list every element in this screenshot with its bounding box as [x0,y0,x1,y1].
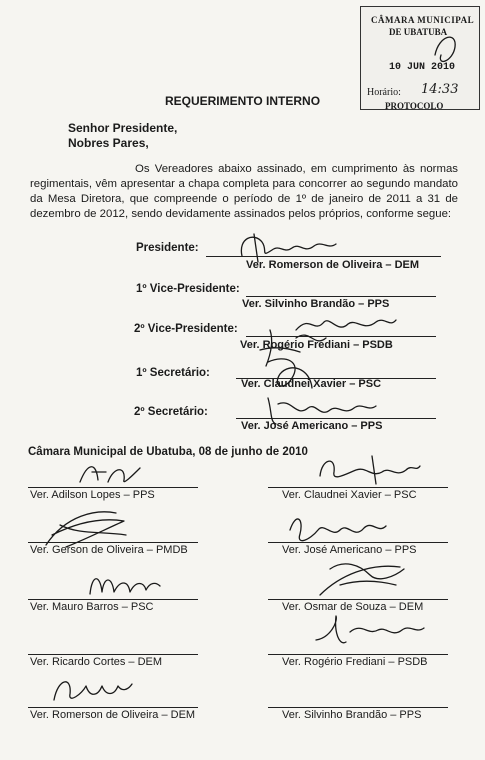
signatory-name: Ver. Mauro Barros – PSC [30,601,154,613]
handwritten-signature [232,228,342,268]
stamp-protocol: PROTOCOLO [385,101,444,111]
signatory-name: Ver. Romerson de Oliveira – DEM [30,709,196,721]
handwritten-signature [74,458,144,488]
slate-name-first-vice-president: Ver. Silvinho Brandão – PPS [242,298,390,310]
handwritten-signature [46,670,136,710]
role-first-vice-president: 1º Vice-Presidente: [136,283,240,295]
handwritten-signature [300,555,410,601]
place-and-date: Câmara Municipal de Ubatuba, 08 de junho de 2010 [28,446,308,458]
signatory-name: Ver. José Americano – PPS [282,544,417,556]
signature-line [268,654,448,655]
body-paragraph: Os Vereadores abaixo assinado, em cumprimento às normas regimentais, vêm apresentar a chapa completa para concorrer ao segundo mandato da Mesa Diretora, que compreende o período de 1º de janeiro de 2011 a 31 de dezembro de 2012, sendo devidamente assinados pelos próprios, conforme segue: [30,163,458,220]
greeting-president: Senhor Presidente, [68,121,178,135]
signatory-name: Ver. Osmar de Souza – DEM [282,601,424,613]
role-second-vice-president: 2º Vice-Presidente: [134,323,238,335]
slate-name-second-vice-president: Ver. Rogério Frediani – PSDB [240,339,393,351]
signatory-name: Ver. Silvinho Brandão – PPS [282,709,422,721]
stamp-hora-value: 14:33 [421,82,459,97]
signatory-name: Ver. Rogério Frediani – PSDB [282,656,428,668]
signatory-name: Ver. Adilson Lopes – PPS [30,489,155,501]
stamp-line1: CÂMARA MUNICIPAL [371,15,475,25]
signatory-name: Ver. Gerson de Oliveira – PMDB [30,544,188,556]
slate-name-second-secretary: Ver. José Americano – PPS [241,420,383,432]
stamp-line2: DE UBATUBA [389,27,448,37]
handwritten-signature [262,392,382,428]
slate-name-president: Ver. Romerson de Oliveira – DEM [246,259,420,271]
handwritten-signature [290,310,400,340]
slate-name-first-secretary: Ver. Claudnei Xavier – PSC [241,378,382,390]
signature-line [246,296,436,297]
handwritten-signature [36,505,136,555]
handwritten-signature [282,510,392,550]
stamp-date: 10 JUN 2010 [389,62,456,73]
stamp-scribble [425,25,465,75]
signature-line [268,707,448,708]
role-president: Presidente: [136,242,199,254]
signatory-name: Ver. Ricardo Cortes – DEM [30,656,163,668]
document-title: REQUERIMENTO INTERNO [164,94,321,108]
greeting-peers: Nobres Pares, [68,136,149,150]
role-first-secretary: 1º Secretário: [136,367,210,379]
role-second-secretary: 2º Secretário: [134,406,208,418]
handwritten-signature [310,612,430,652]
signatory-name: Ver. Claudnei Xavier – PSC [282,489,417,501]
signature-line [28,654,198,655]
handwritten-signature [312,452,422,488]
handwritten-signature [84,568,164,602]
stamp-hora-label: Horário: [367,87,401,98]
